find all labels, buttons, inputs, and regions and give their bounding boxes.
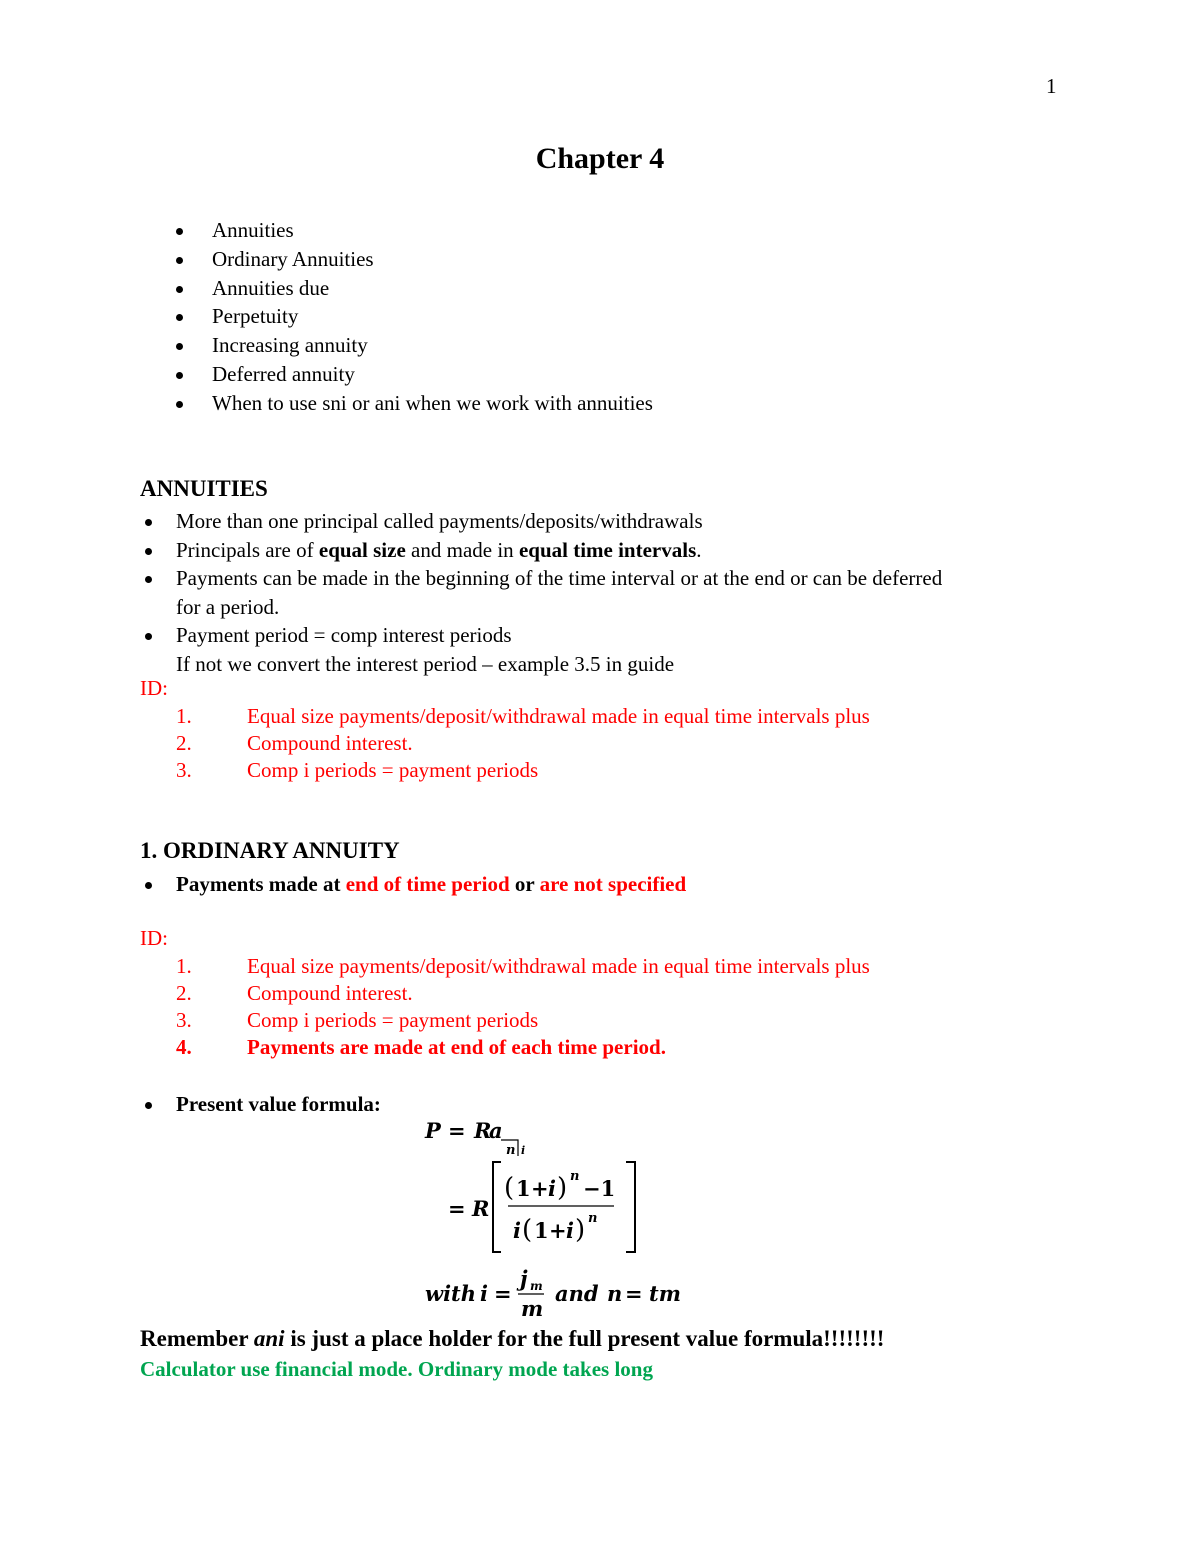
formula-plus: + [531,1176,549,1201]
formula-i-den2: i [566,1218,574,1243]
bullet-icon [176,401,183,408]
formula-r-2: R [472,1196,490,1221]
paren-open-icon: ( [504,1173,515,1203]
bullet-icon [145,633,152,640]
bullet-icon [145,548,152,555]
list-item: Annuities [212,216,653,245]
bullet-icon [145,882,152,889]
formula-minus-one: −1 [583,1176,616,1201]
formula-a: a [489,1118,503,1143]
formula-i-sub: i [521,1144,526,1157]
formula-equals: = [448,1118,466,1143]
formula-one-den: 1 [534,1218,549,1243]
bullet-icon [176,372,183,379]
list-item: Payments made at end of time period or are not specified [176,870,686,899]
ani-term: ani [253,1326,285,1351]
formula-i-den: i [513,1218,521,1243]
formula-and: and [555,1281,599,1306]
formula-n-exp: n [570,1169,580,1184]
annuities-heading: ANNUITIES [140,476,268,501]
chapter-outline [212,216,653,418]
list-item: More than one principal called payments/deposits/withdrawals [176,507,942,536]
formula-n: n [607,1281,623,1306]
bullet-icon [145,1102,152,1109]
list-item: Principals are of equal size and made in equal time intervals. [176,536,942,565]
list-item: Payment period = comp interest periods If not we convert the interest period – example 3.5 in guide [176,621,942,678]
present-value-point [176,1090,381,1119]
ordinary-annuity-heading: 1. ORDINARY ANNUITY [140,838,400,863]
bullet-icon [176,228,183,235]
bullet-icon [176,257,183,264]
id-label: ID: [140,926,168,950]
list-item: Payments can be made in the beginning of the time interval or at the end or can be deferred for a period. [176,564,942,621]
present-value-formula [400,1110,720,1330]
calculator-note: Calculator use financial mode. Ordinary mode takes long [140,1357,653,1381]
formula-i: i [548,1176,556,1201]
formula-equals-2: = [448,1196,466,1221]
bullet-icon [145,519,152,526]
ordinary-points [176,870,686,899]
formula-n-sub: n [506,1143,516,1158]
list-item: Deferred annuity [212,360,653,389]
list-item: Annuities due [212,274,653,303]
formula-one: 1 [516,1176,531,1201]
paren-open-icon: ( [522,1215,533,1245]
paren-close-icon: ) [575,1215,586,1245]
bullet-icon [176,343,183,350]
formula-r: R [474,1118,492,1143]
bullet-icon [145,576,152,583]
list-item: When to use sni or ani when we work with annuities [212,389,653,418]
formula-p: P [425,1118,441,1143]
formula-n-exp-den: n [588,1211,598,1226]
formula-equals-4: = [625,1281,643,1306]
formula-equals-3: = [494,1281,512,1306]
chapter-title: Chapter 4 [535,142,665,175]
annuities-points [176,507,942,679]
page-number: 1 [1046,74,1057,98]
formula-m-sub: m [530,1279,543,1293]
id-label: ID: [140,676,168,700]
bullet-icon [176,314,183,321]
list-item: Increasing annuity [212,331,653,360]
paren-close-icon: ) [557,1173,568,1203]
bullet-icon [176,286,183,293]
right-bracket-icon [626,1162,635,1252]
list-item: Perpetuity [212,302,653,331]
left-bracket-icon [493,1162,501,1252]
list-item: Ordinary Annuities [212,245,653,274]
formula-with: with [425,1281,477,1306]
list-item: Present value formula: [176,1090,381,1119]
formula-m-den: m [521,1296,544,1321]
formula-plus-den: + [549,1218,567,1243]
remember-note: Remember ani is just a place holder for the full present value formula!!!!!!!! [140,1326,885,1351]
formula-i-with: i [480,1281,488,1306]
formula-j: j [520,1266,528,1291]
formula-tm: tm [649,1281,681,1306]
